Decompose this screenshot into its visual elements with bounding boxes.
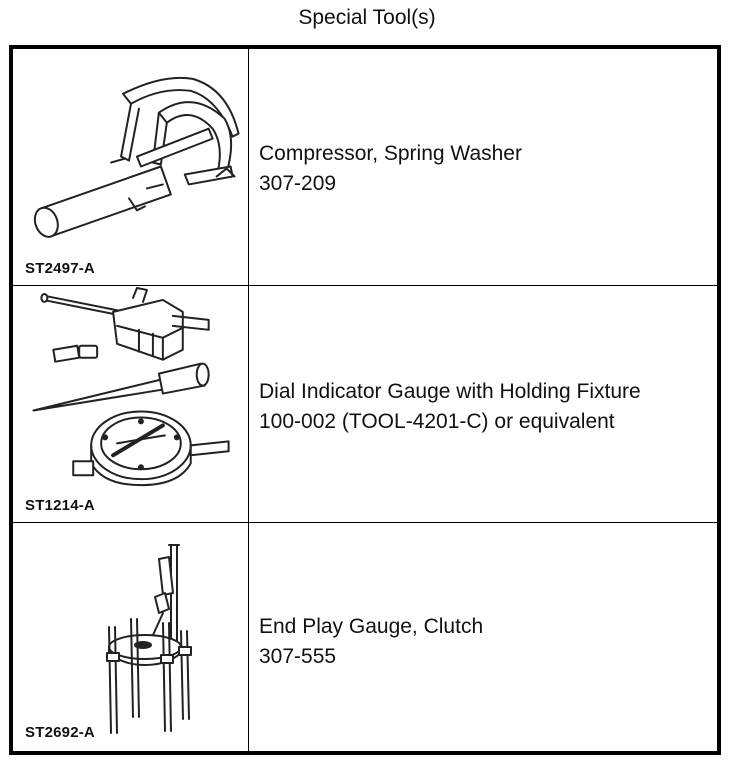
tool-description xyxy=(259,139,522,199)
tool-image-cell xyxy=(13,523,249,751)
tool-image-cell xyxy=(13,286,249,522)
tool-image-id: ST2692-A xyxy=(25,724,95,741)
tool-number: 307-555 xyxy=(259,645,337,668)
spring-washer-compressor-icon xyxy=(13,49,249,285)
dial-indicator-gauge-icon xyxy=(13,286,249,522)
tool-description xyxy=(259,612,483,672)
tool-name: Dial Indicator Gauge with Holding Fixture xyxy=(259,380,641,403)
tool-description xyxy=(259,377,641,437)
tool-number: 307-209 xyxy=(259,172,337,195)
tool-description-cell xyxy=(249,286,717,522)
tool-image-cell xyxy=(13,49,249,285)
tool-description-cell xyxy=(249,49,717,285)
tool-description-cell xyxy=(249,523,717,751)
tool-image-id: ST2497-A xyxy=(25,260,95,277)
table-row xyxy=(13,49,717,286)
table-row xyxy=(13,286,717,523)
tool-name: End Play Gauge, Clutch xyxy=(259,615,484,638)
tool-number: 100-002 (TOOL-4201-C) or equivalent xyxy=(259,410,615,433)
tool-image-id: ST1214-A xyxy=(25,497,95,514)
table-row xyxy=(13,523,717,751)
tool-name: Compressor, Spring Washer xyxy=(259,142,522,165)
special-tools-table xyxy=(9,45,721,755)
page-title: Special Tool(s) xyxy=(298,6,436,29)
end-play-gauge-icon xyxy=(13,523,249,751)
